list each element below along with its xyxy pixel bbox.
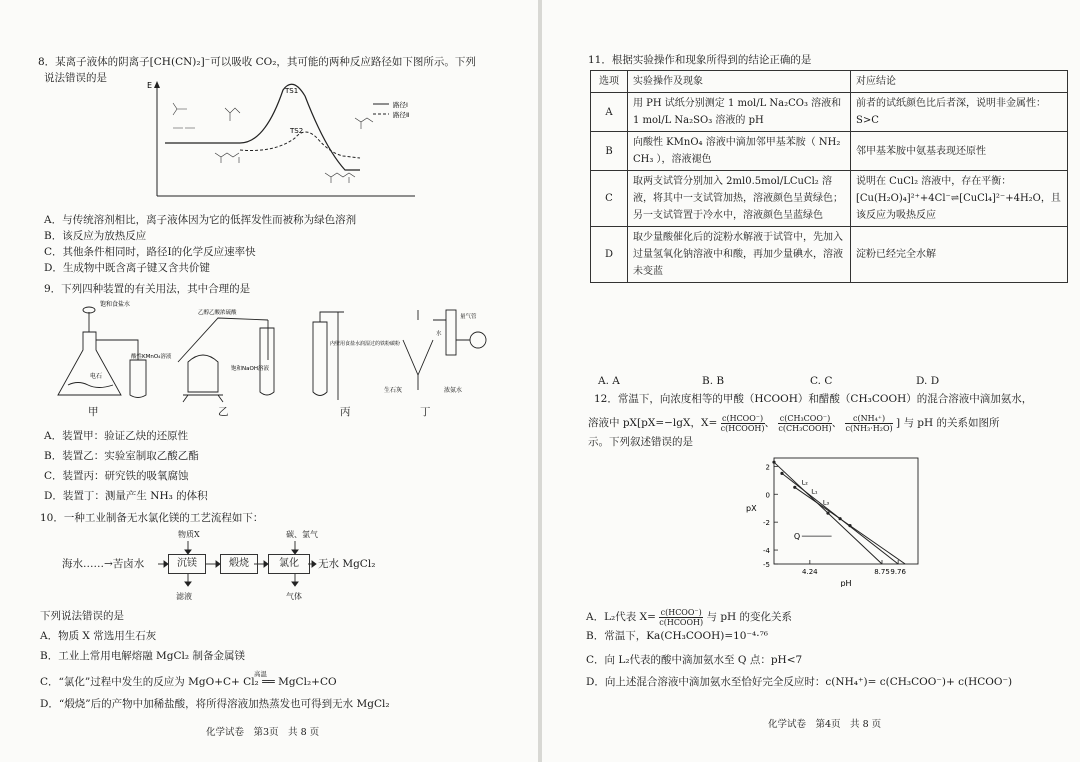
q8-option-b: B．该反应为放热反应 — [44, 230, 147, 242]
x-tick-label: 9.76 — [890, 568, 906, 576]
q10-option-c: C．“氯化”过程中发生的反应为 MgO+C+ Cl₂ ══ MgCl₂+CO — [40, 676, 337, 688]
q9-label-kmno4: 酸性KMnO₄溶液 — [131, 354, 172, 360]
series-point — [848, 524, 851, 527]
q11-choice-d: D. D — [916, 375, 940, 387]
q8-option-d: D．生成物中既含离子键又含共价键 — [44, 262, 210, 274]
q9-label-shengshihui: 生石灰 — [384, 387, 403, 394]
q9-caption-yi: 乙 — [218, 406, 229, 418]
q12-px-ph-chart — [738, 452, 938, 587]
tube-bing — [313, 322, 327, 396]
q9-option-a: A．装置甲：验证乙炔的还原性 — [44, 430, 189, 442]
frac-den: c(NH₃·H₂O) — [845, 423, 893, 433]
q9-caption-bing: 丙 — [340, 406, 351, 418]
q8-stem-line2: 说法错误的是 — [44, 72, 107, 84]
q9-label-bing: 内壁用食盐水润湿过的铁粉碳粉 — [330, 341, 401, 347]
q12-option-c: C．向 L₂代表的酸中滴加氨水至 Q 点：pH<7 — [586, 654, 803, 666]
q8-option-a: A．与传统溶剂相比，离子液体因为它的低挥发性而被称为绿色溶剂 — [44, 214, 357, 226]
ts1-label: TS1 — [285, 87, 299, 95]
q12-stem-line1: 12．常温下，向浓度相等的甲酸（HCOOH）和醋酸（CH₃COOH）的混合溶液中滴加氨水， — [594, 393, 1033, 405]
q12-stem-line2: 溶液中 pX[pX=−lgX，X= $\frac{\text{c(HCOO⁻)}}{\text{c(HCOOH)}}$ 、 $\frac{\text{c(CH₃COO⁻)}}{\text{c(CH₃COOH)}}$ 、 $\frac{\text{c(NH₄⁺)}}{\text{c(NH₃·H₂O)}}$ ] 与 pH 的关系如图所 — [588, 413, 1000, 433]
y-tick-label: 2 — [765, 463, 770, 472]
y-tube-ding — [403, 340, 433, 390]
q9-label-nongan: 浓氨水 — [444, 387, 463, 394]
q11-choice-b: B. B — [702, 375, 725, 387]
series-label: L₁ — [811, 487, 818, 496]
q12-stem-line2b: ] 与 pH 的关系如图所 — [896, 417, 1000, 429]
y-tick-label: -2 — [763, 519, 770, 528]
series-point — [780, 472, 783, 475]
q9-label-dianshi: 电石 — [90, 373, 103, 380]
left-page — [0, 0, 538, 762]
q12-option-a-text: A．L₂代表 X= — [586, 611, 656, 623]
q10-option-a: A．物质 X 常选用生石灰 — [40, 630, 157, 642]
q8-y-axis-label: E — [147, 81, 153, 90]
row-conclusion: 前者的试纸颜色比后者深，说明非金属性：S>C — [851, 93, 1068, 132]
tube-jia — [130, 360, 146, 398]
row-conclusion: 邻甲基苯胺中氨基表现还原性 — [851, 132, 1068, 171]
row-option: A — [591, 93, 628, 132]
col-header-operation: 实验操作及现象 — [628, 71, 851, 93]
q12-option-a-frac — [659, 608, 703, 627]
plot-frame — [774, 458, 918, 564]
q10-option-b: B．工业上常用电解熔融 MgCl₂ 制备金属镁 — [40, 650, 245, 662]
q9-label-ding2: 水 — [436, 331, 442, 337]
legend-path2: 路径Ⅱ — [393, 111, 410, 119]
q8-stem-line1: 8．某离子液体的阴离子[CH(CN)₂]⁻可以吸收 CO₂，其可能的两种反应路径如下图所示。下列 — [38, 56, 476, 68]
series-point — [826, 511, 829, 514]
q12-option-d: D．向上述混合溶液中滴加氨水至恰好完全反应时：c(NH₄⁺)= c(CH₃COO⁻)+ c(HCOO⁻) — [586, 676, 1013, 688]
gas-burette — [446, 310, 456, 355]
flow-step-chenmei: 沉镁 — [168, 554, 206, 574]
q9-caption-ding: 丁 — [420, 406, 431, 418]
q10-stem: 10．一种工业制备无水氯化镁的工艺流程如下： — [40, 512, 264, 524]
col-header-option: 选项 — [591, 71, 628, 93]
q9-caption-jia: 甲 — [88, 406, 99, 418]
q12-stem-line3: 示。下列叙述错误的是 — [588, 436, 693, 448]
q12-option-b: B．常温下，Ka(CH₃COOH)=10⁻⁴·⁷⁶ — [586, 630, 768, 642]
y-axis-label: pX — [746, 504, 757, 513]
series-point — [772, 461, 775, 464]
q12-option-a — [586, 604, 792, 630]
q9-stem: 9．下列四种装置的有关用法，其中合理的是 — [44, 283, 251, 295]
frac-ch3coo — [778, 414, 831, 433]
table-row — [591, 93, 1068, 132]
q9-option-d: D．装置丁：测量产生 NH₃ 的体积 — [44, 490, 208, 502]
x-axis-label: pH — [840, 579, 852, 587]
q8-energy-diagram — [145, 78, 420, 203]
y-tick-label: 0 — [765, 491, 770, 500]
row-option: B — [591, 132, 628, 171]
left-footer: 化学试卷 第3页 共 8 页 — [206, 727, 320, 738]
q9-label-jia-top: 饱和食盐水 — [100, 301, 131, 308]
table-row — [591, 132, 1068, 171]
frac-den: c(CH₃COOH) — [778, 423, 832, 433]
q11-choice-a: A. A — [598, 375, 620, 387]
frac-den: c(HCOOH) — [720, 423, 765, 433]
ts2-label: TS2 — [290, 127, 304, 135]
flask-yi — [188, 355, 218, 392]
q9-label-yi-top: 乙醇乙酸浓硫酸 — [198, 310, 237, 316]
table-row — [591, 171, 1068, 227]
frac-num: c(NH₄⁺) — [845, 414, 892, 424]
row-conclusion: 淀粉已经完全水解 — [851, 227, 1068, 283]
flow-step-lvhua: 氯化 — [268, 554, 310, 574]
q9-option-b: B．装置乙：实验室制取乙酸乙酯 — [44, 450, 199, 462]
table-row — [591, 227, 1068, 283]
path-1-curve — [165, 84, 360, 170]
q11-choice-c: C. C — [810, 375, 833, 387]
row-operation: 用 PH 试纸分别测定 1 mol/L Na₂CO₃ 溶液和 1 mol/L Na₂SO₃ 溶液的 pH — [628, 93, 851, 132]
q12-option-a-tail: 与 pH 的变化关系 — [706, 611, 793, 623]
series-point — [793, 486, 796, 489]
table-header-row — [591, 71, 1068, 93]
q9-option-c: C．装置丙：研究铁的吸氧腐蚀 — [44, 470, 189, 482]
q11-table — [590, 70, 1068, 283]
right-page — [542, 0, 1080, 762]
q-point-label: Q — [793, 532, 801, 542]
flow-bottom3: 气体 — [286, 592, 302, 601]
tube-yi — [260, 328, 274, 395]
row-conclusion: 说明在 CuCl₂ 溶液中，存在平衡：[Cu(H₂O)₄]²⁺+4Cl⁻⇌[CuCl₄]²⁻+4H₂O，且该反应为吸热反应 — [851, 171, 1068, 227]
q9-label-ding: 量气管 — [460, 314, 477, 320]
y-tick-label: -5 — [763, 561, 770, 569]
q10-condition: 高温 — [254, 670, 267, 678]
flow-bottom1: 滤液 — [176, 592, 192, 601]
row-option: C — [591, 171, 628, 227]
frac-num: c(CH₃COO⁻) — [779, 413, 831, 423]
q12-stem-line2a: 溶液中 pX[pX=−lgX，X= — [588, 417, 718, 429]
frac-num: c(HCOO⁻) — [721, 413, 764, 423]
frac-den: c(HCOOH) — [659, 617, 704, 627]
row-option: D — [591, 227, 628, 283]
flow-input: 海水……→苦卤水 — [62, 558, 145, 570]
row-operation: 取少量酸催化后的淀粉水解液于试管中，先加入过量氢氧化钠溶液中和酸，再加少量碘水，溶液未变蓝 — [628, 227, 851, 283]
x-tick-label: 8.75 — [874, 568, 890, 576]
series-label: L₃ — [822, 498, 830, 507]
frac-num: c(HCOO⁻) — [660, 607, 702, 617]
frac-nh4 — [845, 414, 892, 433]
flow-top1: 物质X — [178, 530, 200, 539]
y-tick-label: -4 — [763, 547, 770, 556]
x-tick-label: 4.24 — [802, 568, 818, 576]
flow-top3: 碳、氯气 — [286, 530, 318, 539]
frac-hcoo — [721, 414, 765, 433]
series-label: L₂ — [801, 478, 808, 487]
q9-label-naoh: 饱和NaOH溶液 — [231, 366, 269, 372]
q10-sub-stem: 下列说法错误的是 — [40, 610, 124, 622]
row-operation: 取两支试管分别加入 2ml0.5mol/LCuCl₂ 溶液，将其中一支试管加热，溶液颜色呈黄绿色；另一支试管置于冷水中，溶液颜色呈蓝绿色 — [628, 171, 851, 227]
row-operation: 向酸性 KMnO₄ 溶液中滴加邻甲基苯胺（ NH₂ CH₃ ），溶液褪色 — [628, 132, 851, 171]
legend-path1: 路径Ⅰ — [393, 101, 408, 109]
col-header-conclusion: 对应结论 — [851, 71, 1068, 93]
q9-apparatus-figures — [38, 300, 508, 405]
right-footer: 化学试卷 第4页 共 8 页 — [768, 719, 882, 730]
q10-option-d: D．“煅烧”后的产物中加稀盐酸，将所得溶液加热蒸发也可得到无水 MgCl₂ — [40, 698, 390, 710]
flow-step-duanshao: 煅烧 — [220, 554, 258, 574]
q8-option-c: C．其他条件相同时，路径Ⅰ的化学反应速率快 — [44, 246, 256, 258]
flow-output: 无水 MgCl₂ — [318, 558, 376, 570]
q11-stem: 11．根据实验操作和现象所得到的结论正确的是 — [588, 54, 812, 66]
